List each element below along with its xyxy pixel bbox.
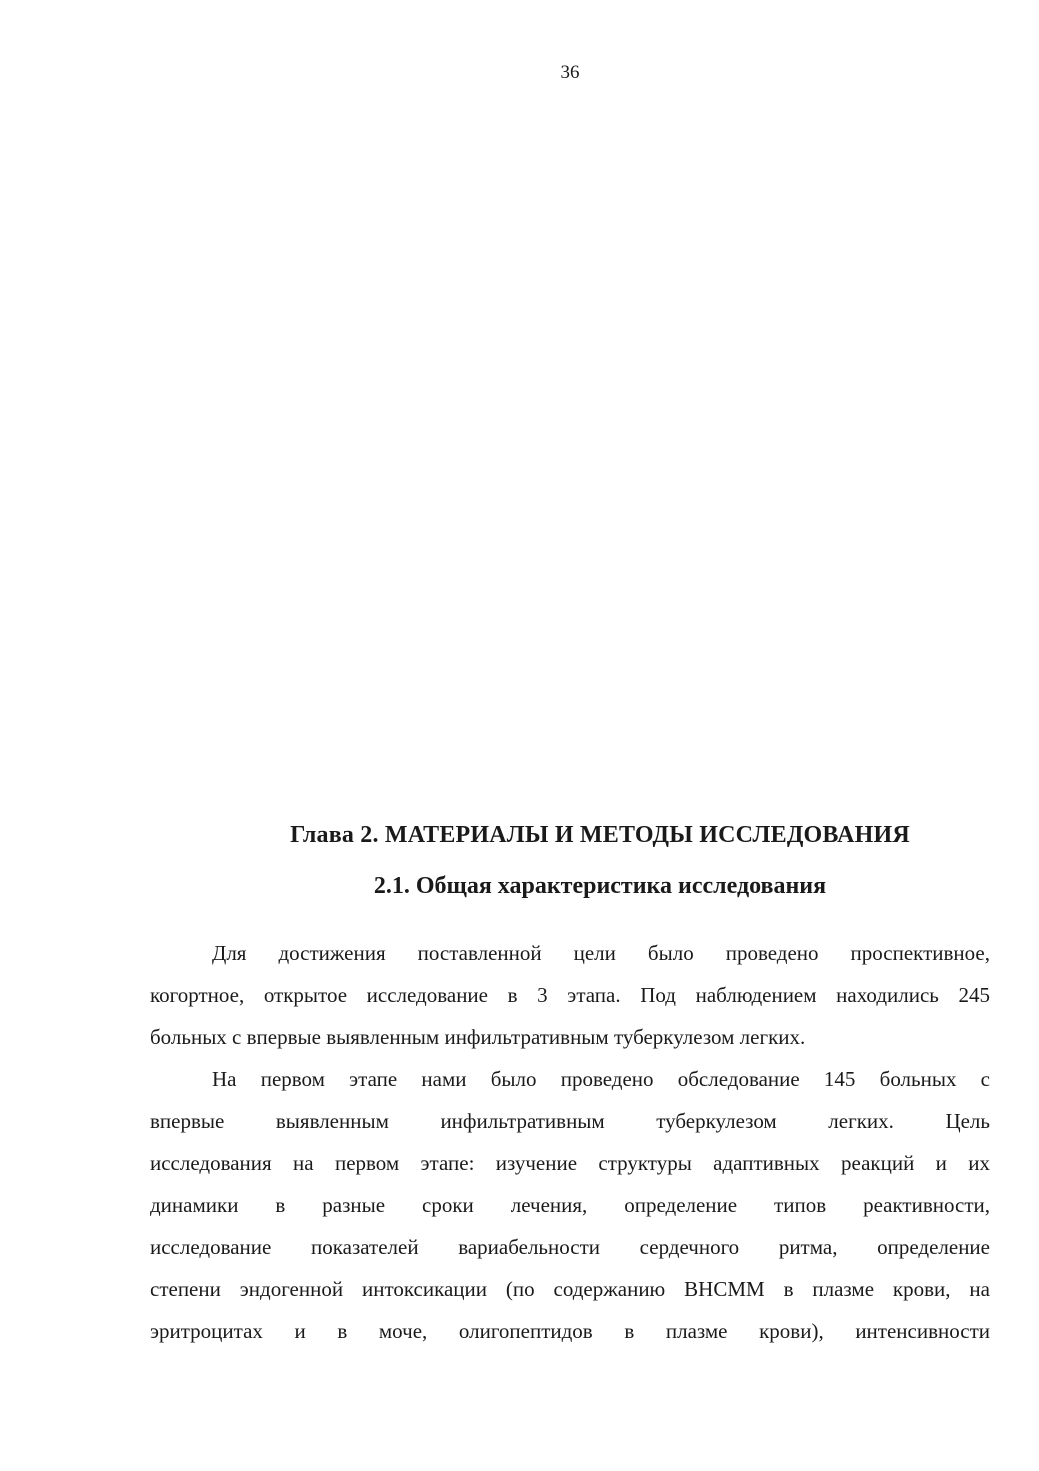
text-line: впервые выявленным инфильтративным туберкулезом легких. Цель xyxy=(150,1109,990,1133)
text-line: динамики в разные сроки лечения, определение типов реактивности, xyxy=(150,1193,990,1217)
text-line: Для достижения поставленной цели было проведено проспективное, xyxy=(212,941,990,965)
page-number: 36 xyxy=(560,62,580,83)
chapter-title: Глава 2. МАТЕРИАЛЫ И МЕТОДЫ ИССЛЕДОВАНИЯ xyxy=(290,822,910,848)
text-line: степени эндогенной интоксикации (по содержанию ВНСММ в плазме крови, на xyxy=(150,1277,990,1301)
section-title: 2.1. Общая характеристика исследования xyxy=(373,873,827,899)
text-line: эритроцитах и в моче, олигопептидов в плазме крови), интенсивности xyxy=(150,1319,990,1343)
text-line: исследование показателей вариабельности сердечного ритма, определение xyxy=(150,1235,990,1259)
text-line: когортное, открытое исследование в 3 этапа. Под наблюдением находились 245 xyxy=(150,983,990,1007)
body-text xyxy=(150,932,990,1352)
text-line: больных с впервые выявленным инфильтративным туберкулезом легких. xyxy=(150,1025,806,1049)
text-line: На первом этапе нами было проведено обследование 145 больных с xyxy=(212,1067,990,1091)
text-line: исследования на первом этапе: изучение структуры адаптивных реакций и их xyxy=(150,1151,990,1175)
